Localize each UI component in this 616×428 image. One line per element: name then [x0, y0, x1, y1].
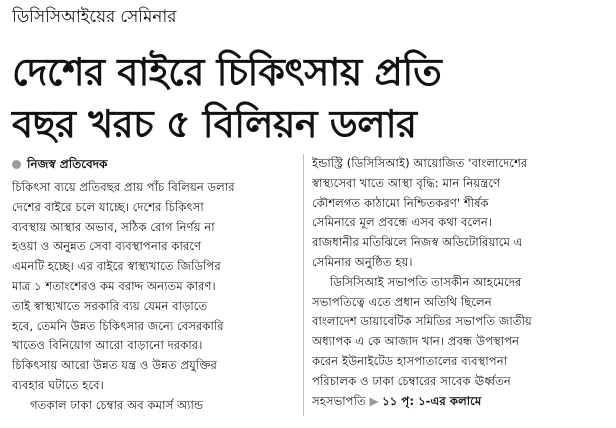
byline-text: নিজস্ব প্রতিবেদক — [27, 157, 108, 171]
left-column — [12, 178, 300, 416]
paragraph-line: রাজধানীর মতিঝিলে নিজস্ব অডিটোরিয়ামে এ — [312, 235, 523, 250]
paragraph-line: তাই স্বাস্থ্যখাতে সরকারি ব্যয় যেমন বাড়াতে — [12, 298, 208, 313]
paragraph-line: কৌশলগত কাঠামো নিশ্চিতকরণ' শীর্ষক — [312, 195, 489, 210]
headline-line-1: দেশের বাইরে চিকিৎসায় প্রতি — [12, 50, 442, 94]
paragraph-line: গতকাল ঢাকা চেম্বার অব কমার্স অ্যান্ড — [30, 397, 204, 412]
paragraph-line: খাতেও বিনিয়োগ আরো বাড়ানো দরকার। — [12, 338, 203, 353]
paragraph-line: মাত্র ১ শতাংশেরও কম বরাদ্দ অন্যতম কারণ। — [12, 278, 216, 293]
right-column — [312, 154, 600, 411]
paragraph-line: করেন ইউনাইটেড হাসপাতালের ব্যবস্থাপনা — [312, 353, 508, 368]
paragraph-line: সেমিনার অনুষ্ঠিত হয়। — [312, 254, 413, 269]
bullet-icon — [12, 160, 21, 169]
paragraph-line: ব্যবহার ঘটাতে হবে। — [12, 377, 104, 392]
paragraph-line: চিকিৎসায় আরো উন্নত যন্ত্র ও উন্নত প্রযুক্তির — [12, 358, 217, 373]
paragraph-line: হওয়া ও অনুন্নত সেবা ব্যবস্থাপনার কারণে — [12, 239, 202, 254]
triangle-arrow-icon: ▶ — [369, 393, 379, 408]
paragraph-line: এমনটি হচ্ছে। এর বাইরে স্বাস্থ্যখাতে জিডিপির — [12, 259, 221, 274]
continuation-note: ১১ পৃ: ১-এর কলামে — [382, 393, 482, 408]
paragraph-line: দেশের বাইরে চলে যাচ্ছে। দেশের চিকিৎসা — [12, 199, 204, 214]
paragraph-line: বাংলাদেশ ডায়াবেটিক সমিতির সভাপতি জাতীয় — [312, 314, 532, 329]
paragraph-line: পরিচালক ও ঢাকা চেম্বারের সাবেক ঊর্ধ্বতন — [312, 373, 511, 388]
paragraph-line: চিকিৎসা ব্যয়ে প্রতিবছর প্রায় পাঁচ বিলিয়ন ডলার — [12, 180, 235, 194]
column-divider — [303, 154, 304, 416]
byline — [12, 156, 107, 172]
paragraph-line: ব্যবস্থায় আস্থার অভাব, সঠিক রোগ নির্ণয় না — [12, 219, 215, 234]
paragraph-line: সহসভাপতি — [312, 393, 366, 408]
paragraph-line: অধ্যাপক এ কে আজাদ খান। প্রবন্ধ উপস্থাপন — [312, 334, 520, 349]
headline-line-2: বছর খরচ ৫ বিলিয়ন ডলার — [12, 102, 417, 146]
paragraph-line: সেমিনারে মূল প্রবন্ধে এসব কথা বলেন। — [312, 215, 493, 230]
paragraph-line: হবে, তেমনি উন্নত চিকিৎসার জন্যে বেসরকারি — [12, 318, 224, 333]
paragraph-line: ইন্ডাস্ট্রি (ডিসিসিআই) আয়োজিত 'বাংলাদেশের — [312, 156, 528, 170]
kicker: ডিসিসিআইয়ের সেমিনার — [12, 7, 177, 27]
last-line — [312, 392, 600, 412]
paragraph-line: সভাপতিত্বে এতে প্রধান অতিথি ছিলেন — [312, 294, 492, 309]
paragraph-line: ডিসিসিআই সভাপতি তাসকীন আহমেদের — [330, 274, 522, 289]
paragraph-line: স্বাস্থ্যসেবা খাতে আস্থা বৃদ্ধি: মান নিয়ন্ত্রণে — [312, 175, 501, 190]
